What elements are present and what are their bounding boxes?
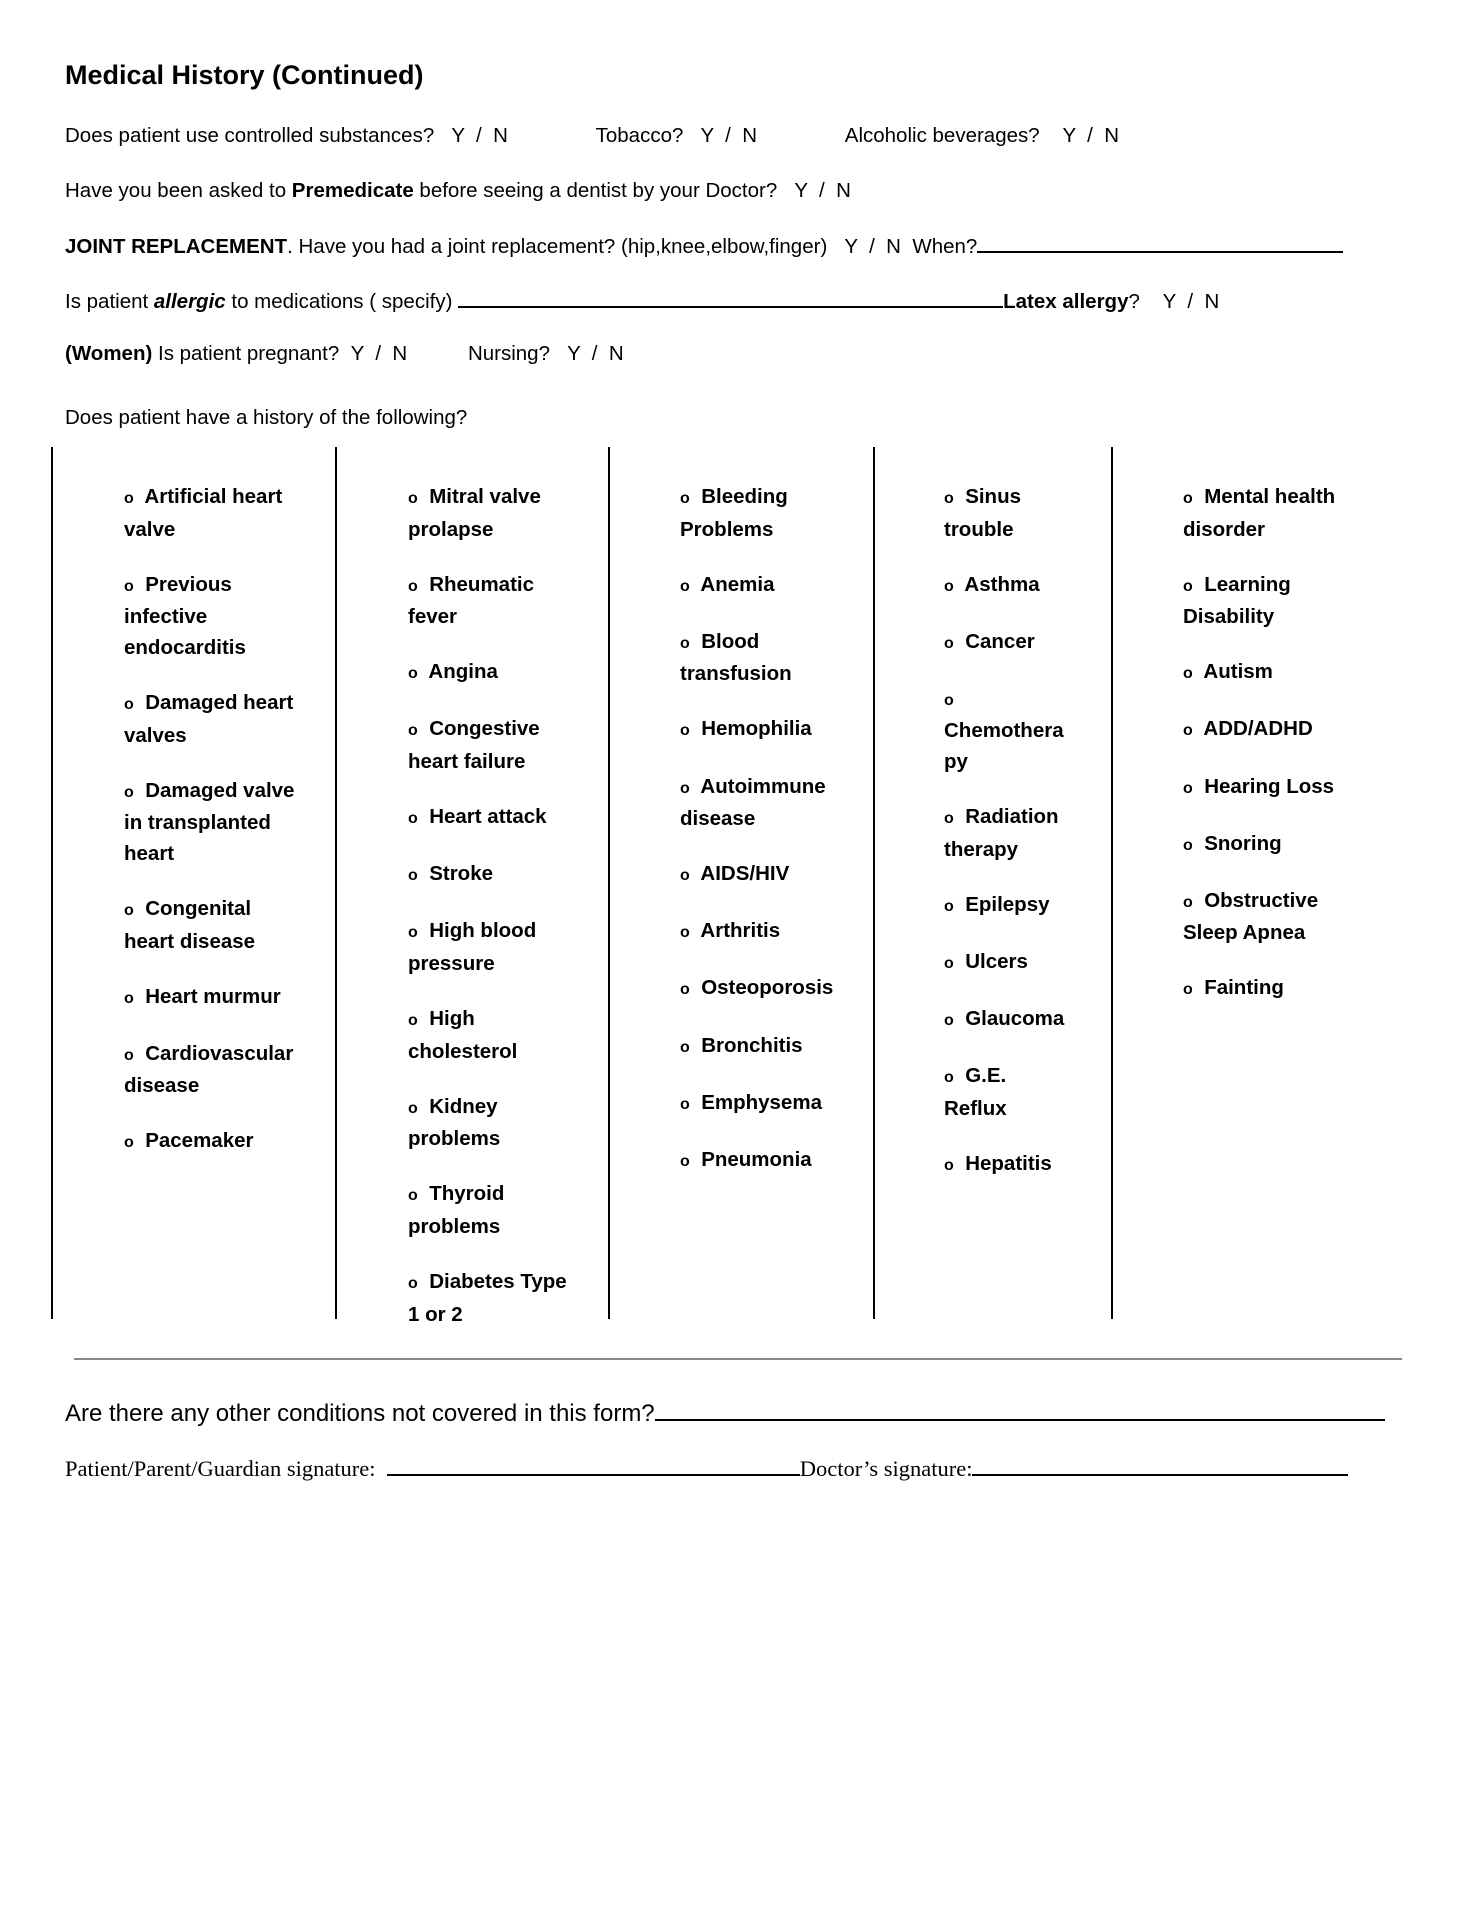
- latex-q: ?: [1128, 290, 1140, 313]
- other-conditions-row: [65, 1397, 1385, 1428]
- column-divider: [608, 447, 610, 1319]
- checkbox-bullet-icon[interactable]: o: [408, 924, 418, 942]
- nursing-label: Nursing?: [467, 342, 550, 365]
- checkbox-bullet-icon[interactable]: o: [944, 1069, 954, 1087]
- premedicate-text: Have you been asked to: [65, 179, 292, 202]
- substances-question-row: [65, 124, 1119, 148]
- condition-label: Congenital heart disease: [124, 896, 256, 953]
- condition-label: Angina: [428, 660, 498, 684]
- when-label: When?: [912, 235, 978, 258]
- history-checkbox-item[interactable]: [680, 859, 850, 892]
- checkbox-bullet-icon[interactable]: o: [944, 897, 954, 915]
- tobacco-yn[interactable]: Y / N: [700, 124, 758, 147]
- history-checkbox-item[interactable]: [944, 482, 1074, 545]
- joint-replacement-question: [65, 233, 1343, 259]
- when-field[interactable]: [977, 233, 1343, 253]
- latex-yn[interactable]: Y / N: [1162, 290, 1220, 313]
- condition-label: Cancer: [965, 629, 1035, 653]
- controlled-substances-yn[interactable]: Y / N: [451, 124, 508, 147]
- history-checkbox-item[interactable]: [1183, 772, 1353, 805]
- joint-replacement-bold: JOINT REPLACEMENT: [65, 235, 288, 258]
- checkbox-bullet-icon[interactable]: o: [1183, 836, 1193, 854]
- other-conditions-label: Are there any other conditions not covered in this form?: [65, 1400, 655, 1427]
- joint-replacement-text: . Have you had a joint replacement? (hip,knee,elbow,finger): [287, 235, 828, 258]
- checkbox-bullet-icon[interactable]: o: [1183, 722, 1193, 740]
- history-checkbox-item[interactable]: [944, 1149, 1074, 1182]
- condition-label: Epilepsy: [965, 892, 1050, 916]
- history-checkbox-item[interactable]: [124, 570, 304, 664]
- checkbox-bullet-icon[interactable]: o: [408, 810, 418, 828]
- checkbox-bullet-icon[interactable]: o: [1183, 981, 1193, 999]
- checkbox-bullet-icon[interactable]: o: [680, 1038, 690, 1056]
- pregnant-yn[interactable]: Y / N: [350, 342, 408, 365]
- history-checkbox-item[interactable]: [408, 1092, 568, 1155]
- checkbox-bullet-icon[interactable]: o: [680, 779, 690, 797]
- column-divider: [51, 447, 53, 1319]
- history-checkbox-item[interactable]: [1183, 482, 1353, 545]
- checkbox-bullet-icon[interactable]: o: [1183, 490, 1193, 507]
- history-checkbox-item[interactable]: [408, 859, 568, 892]
- history-checkbox-item[interactable]: [944, 802, 1074, 865]
- checkbox-bullet-icon[interactable]: o: [408, 867, 418, 885]
- checkbox-bullet-icon[interactable]: o: [680, 1152, 690, 1170]
- checkbox-bullet-icon[interactable]: o: [1183, 779, 1193, 797]
- section-divider: [74, 1358, 1402, 1360]
- allergy-text-post: to medications ( specify): [225, 290, 453, 313]
- condition-label: Artificial heart valve: [124, 485, 283, 541]
- history-checkbox-item[interactable]: [680, 973, 850, 1006]
- condition-label: Bleeding Problems: [680, 485, 788, 541]
- condition-label: Glaucoma: [965, 1007, 1065, 1031]
- history-checkbox-item[interactable]: [680, 570, 850, 603]
- history-prompt: Does patient have a history of the following?: [65, 406, 468, 429]
- checkbox-bullet-icon[interactable]: o: [680, 924, 690, 942]
- history-checkbox-item[interactable]: [1183, 657, 1353, 690]
- alcohol-label: Alcoholic beverages?: [844, 124, 1040, 147]
- column-divider: [1111, 447, 1113, 1319]
- condition-label: Osteoporosis: [701, 976, 834, 1000]
- history-checkbox-item[interactable]: [944, 627, 1074, 660]
- checkbox-bullet-icon[interactable]: o: [124, 490, 134, 507]
- history-checkbox-item[interactable]: [944, 1004, 1074, 1037]
- history-checkbox-item[interactable]: [680, 1031, 850, 1064]
- checkbox-bullet-icon[interactable]: o: [680, 1095, 690, 1113]
- page-title: Medical History (Continued): [65, 60, 424, 90]
- checkbox-bullet-icon[interactable]: o: [680, 981, 690, 999]
- checkbox-bullet-icon[interactable]: o: [680, 722, 690, 740]
- condition-label: Asthma: [964, 572, 1040, 596]
- condition-label: Heart attack: [429, 805, 547, 829]
- condition-label: Ulcers: [965, 949, 1028, 973]
- allergy-specify-field[interactable]: [458, 288, 1003, 308]
- condition-label: Arthritis: [700, 919, 781, 943]
- checkbox-bullet-icon[interactable]: o: [680, 634, 690, 652]
- checkbox-bullet-icon[interactable]: o: [944, 1012, 954, 1030]
- history-checkbox-item[interactable]: [124, 776, 304, 870]
- history-checkbox-item[interactable]: [408, 570, 568, 633]
- history-checkbox-item[interactable]: [944, 684, 1074, 778]
- condition-label: Damaged heart valves: [124, 690, 294, 747]
- condition-label: AIDS/HIV: [700, 862, 790, 886]
- doctor-signature-label: Doctor’s signature:: [799, 1456, 973, 1481]
- condition-label: Emphysema: [701, 1090, 822, 1114]
- history-checkbox-item[interactable]: [124, 1126, 304, 1159]
- history-column-5: [1183, 482, 1353, 1031]
- condition-label: Chemotherapy: [944, 719, 1064, 774]
- condition-label: Previous infective endocarditis: [124, 572, 246, 659]
- condition-label: Autoimmune disease: [680, 774, 826, 831]
- checkbox-bullet-icon[interactable]: o: [944, 490, 954, 507]
- condition-label: Mental health disorder: [1183, 485, 1336, 541]
- condition-label: Hearing Loss: [1204, 774, 1335, 798]
- checkbox-bullet-icon[interactable]: o: [1183, 893, 1193, 911]
- checkbox-bullet-icon[interactable]: o: [408, 577, 418, 595]
- checkbox-bullet-icon[interactable]: o: [944, 577, 954, 595]
- joint-replacement-yn[interactable]: Y / N: [844, 235, 901, 258]
- column-divider: [335, 447, 337, 1319]
- history-checkbox-item[interactable]: [408, 1004, 568, 1067]
- history-column-4: [944, 482, 1074, 1206]
- condition-label: Pneumonia: [701, 1147, 812, 1171]
- allergy-question: [65, 288, 1219, 314]
- checkbox-bullet-icon[interactable]: o: [1183, 577, 1193, 595]
- history-checkbox-item[interactable]: [680, 627, 850, 690]
- history-checkbox-item[interactable]: [944, 1061, 1074, 1124]
- condition-label: ADD/ADHD: [1203, 717, 1313, 741]
- history-checkbox-item[interactable]: [680, 916, 850, 949]
- checkbox-bullet-icon[interactable]: o: [408, 1275, 418, 1293]
- premedicate-question: [65, 179, 851, 203]
- checkbox-bullet-icon[interactable]: o: [408, 1012, 418, 1030]
- condition-label: Learning Disability: [1183, 572, 1291, 629]
- checkbox-bullet-icon[interactable]: o: [944, 810, 954, 828]
- condition-label: Pacemaker: [145, 1129, 254, 1153]
- condition-label: Stroke: [429, 862, 493, 886]
- patient-signature-label: Patient/Parent/Guardian signature:: [65, 1456, 376, 1481]
- allergic-italic: allergic: [153, 290, 226, 313]
- condition-label: Hepatitis: [965, 1151, 1052, 1175]
- checkbox-bullet-icon[interactable]: o: [124, 1134, 134, 1152]
- history-checkbox-item[interactable]: [680, 1145, 850, 1178]
- checkbox-bullet-icon[interactable]: o: [408, 1099, 418, 1117]
- checkbox-bullet-icon[interactable]: o: [680, 867, 690, 885]
- history-checkbox-item[interactable]: [408, 1267, 568, 1330]
- history-checkbox-item[interactable]: [124, 1039, 304, 1102]
- condition-label: Blood transfusion: [680, 629, 792, 686]
- condition-label: Damaged valve in transplanted heart: [124, 778, 295, 865]
- other-conditions-field[interactable]: [655, 1397, 1385, 1421]
- checkbox-bullet-icon[interactable]: o: [408, 665, 418, 683]
- condition-label: Thyroid problems: [408, 1182, 505, 1238]
- history-checkbox-item[interactable]: [944, 890, 1074, 923]
- condition-label: Heart murmur: [145, 984, 281, 1008]
- history-checkbox-item[interactable]: [680, 482, 850, 545]
- history-checkbox-item[interactable]: [408, 657, 568, 690]
- condition-label: Cardiovascular disease: [124, 1041, 294, 1098]
- condition-label: High blood pressure: [408, 919, 537, 975]
- condition-label: Kidney problems: [408, 1094, 501, 1151]
- condition-label: G.E. Reflux: [944, 1064, 1007, 1120]
- checkbox-bullet-icon[interactable]: o: [124, 783, 134, 801]
- nursing-yn[interactable]: Y / N: [567, 342, 624, 365]
- pregnant-label: Is patient pregnant?: [152, 342, 340, 365]
- history-checkbox-item[interactable]: [680, 1088, 850, 1121]
- premedicate-text-post: before seeing a dentist by your Doctor?: [413, 179, 778, 202]
- checkbox-bullet-icon[interactable]: o: [944, 691, 954, 709]
- condition-label: Autism: [1203, 660, 1273, 684]
- history-checkbox-item[interactable]: [124, 982, 304, 1015]
- condition-label: Diabetes Type 1 or 2: [408, 1270, 567, 1326]
- column-divider: [873, 447, 875, 1319]
- condition-label: Obstructive Sleep Apnea: [1183, 888, 1319, 945]
- pregnancy-question: [65, 342, 624, 366]
- premedicate-bold: Premedicate: [291, 179, 414, 202]
- history-checkbox-item[interactable]: [408, 1179, 568, 1242]
- controlled-substances-label: Does patient use controlled substances?: [65, 124, 435, 147]
- checkbox-bullet-icon[interactable]: o: [408, 1187, 418, 1205]
- history-checkbox-item[interactable]: [944, 947, 1074, 980]
- checkbox-bullet-icon[interactable]: o: [1183, 665, 1193, 683]
- checkbox-bullet-icon[interactable]: o: [680, 490, 690, 507]
- history-checkbox-item[interactable]: [680, 714, 850, 747]
- condition-label: Radiation therapy: [944, 805, 1059, 861]
- alcohol-yn[interactable]: Y / N: [1062, 124, 1120, 147]
- history-checkbox-item[interactable]: [408, 482, 568, 545]
- checkbox-bullet-icon[interactable]: o: [944, 954, 954, 972]
- checkbox-bullet-icon[interactable]: o: [124, 577, 134, 595]
- checkbox-bullet-icon[interactable]: o: [680, 577, 690, 595]
- history-checkbox-item[interactable]: [1183, 570, 1353, 633]
- premedicate-yn[interactable]: Y / N: [794, 179, 851, 202]
- history-checkbox-item[interactable]: [408, 802, 568, 835]
- latex-allergy-label: Latex allergy: [1003, 290, 1129, 313]
- checkbox-bullet-icon[interactable]: o: [124, 901, 134, 919]
- history-column-1: [124, 482, 304, 1184]
- condition-label: Snoring: [1204, 831, 1282, 855]
- condition-label: Congestive heart failure: [408, 717, 540, 774]
- checkbox-bullet-icon[interactable]: o: [124, 989, 134, 1007]
- signature-row: [65, 1456, 1348, 1482]
- history-checkbox-item[interactable]: [1183, 714, 1353, 747]
- checkbox-bullet-icon[interactable]: o: [944, 634, 954, 652]
- doctor-signature-field[interactable]: [972, 1456, 1348, 1476]
- checkbox-bullet-icon[interactable]: o: [408, 722, 418, 740]
- condition-label: Anemia: [700, 572, 775, 596]
- history-checkbox-item[interactable]: [680, 772, 850, 835]
- tobacco-label: Tobacco?: [595, 124, 684, 147]
- history-column-2: [408, 482, 568, 1355]
- allergy-text: Is patient: [65, 290, 154, 313]
- patient-signature-field[interactable]: [387, 1456, 800, 1476]
- condition-label: High cholesterol: [408, 1007, 518, 1063]
- history-column-3: [680, 482, 850, 1202]
- history-checkbox-item[interactable]: [1183, 886, 1353, 949]
- history-checkbox-item[interactable]: [1183, 973, 1353, 1006]
- condition-label: Rheumatic fever: [408, 572, 534, 629]
- history-checkbox-item[interactable]: [124, 688, 304, 751]
- condition-label: Mitral valve prolapse: [408, 485, 541, 541]
- checkbox-bullet-icon[interactable]: o: [944, 1156, 954, 1174]
- history-checkbox-item[interactable]: [124, 482, 304, 545]
- checkbox-bullet-icon[interactable]: o: [408, 490, 418, 507]
- history-checkbox-item[interactable]: [408, 714, 568, 777]
- checkbox-bullet-icon[interactable]: o: [124, 695, 134, 713]
- history-checkbox-item[interactable]: [408, 916, 568, 979]
- checkbox-bullet-icon[interactable]: o: [124, 1046, 134, 1064]
- history-checkbox-item[interactable]: [1183, 829, 1353, 862]
- condition-label: Bronchitis: [701, 1033, 803, 1057]
- condition-label: Hemophilia: [701, 717, 812, 741]
- condition-label: Sinus trouble: [944, 485, 1022, 541]
- history-checkbox-item[interactable]: [124, 894, 304, 957]
- history-checkbox-item[interactable]: [944, 570, 1074, 603]
- women-label: (Women): [65, 342, 153, 365]
- condition-label: Fainting: [1204, 976, 1284, 1000]
